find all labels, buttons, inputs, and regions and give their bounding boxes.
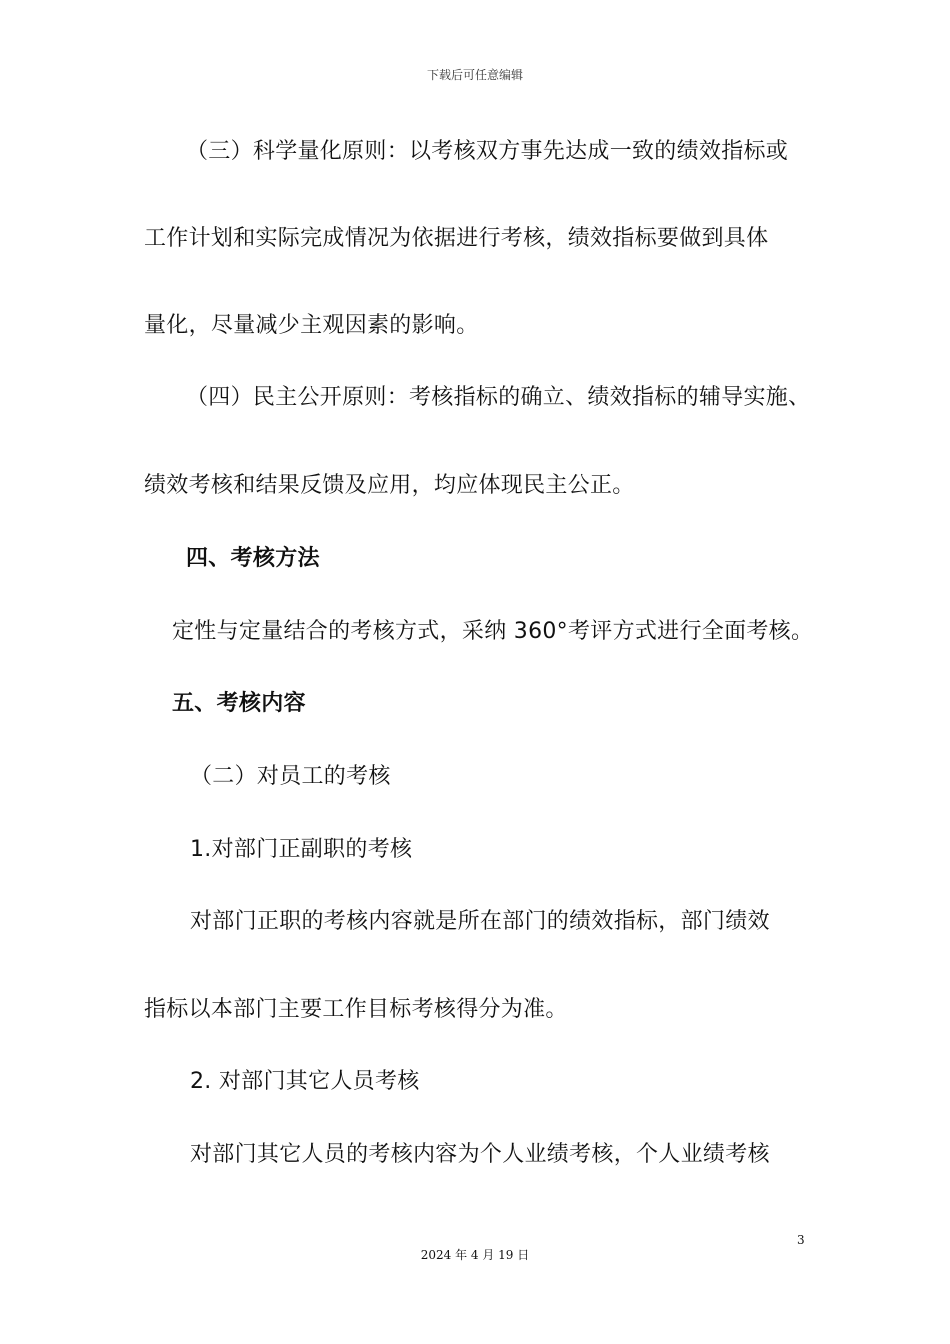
paragraph-line: 量化，尽量减少主观因素的影响。	[144, 313, 479, 338]
paragraph-line: 对部门其它人员的考核内容为个人业绩考核，个人业绩考核	[190, 1142, 770, 1167]
paragraph-line: 对部门正职的考核内容就是所在部门的绩效指标，部门绩效	[190, 909, 770, 934]
subsection-heading: （二）对员工的考核	[190, 764, 391, 789]
list-item-heading: 2. 对部门其它人员考核	[190, 1069, 420, 1094]
page-number: 3	[797, 1233, 805, 1247]
section-heading: 四、考核方法	[186, 546, 320, 571]
paragraph-line: 工作计划和实际完成情况为依据进行考核，绩效指标要做到具体	[144, 226, 769, 251]
section-heading: 五、考核内容	[172, 691, 306, 716]
page-header: 下载后可任意编辑	[426, 68, 523, 82]
paragraph-line: （三）科学量化原则：以考核双方事先达成一致的绩效指标或	[186, 139, 789, 164]
paragraph-line: 定性与定量结合的考核方式，采纳 360°考评方式进行全面考核。	[172, 619, 814, 644]
paragraph-line: 绩效考核和结果反馈及应用，均应体现民主公正。	[144, 473, 635, 498]
paragraph-line: （四）民主公开原则：考核指标的确立、绩效指标的辅导实施、	[186, 385, 811, 410]
footer-date: 2024 年 4 月 19 日	[420, 1248, 530, 1262]
list-item-heading: 1.对部门正副职的考核	[190, 837, 413, 862]
paragraph-line: 指标以本部门主要工作目标考核得分为准。	[144, 997, 568, 1022]
